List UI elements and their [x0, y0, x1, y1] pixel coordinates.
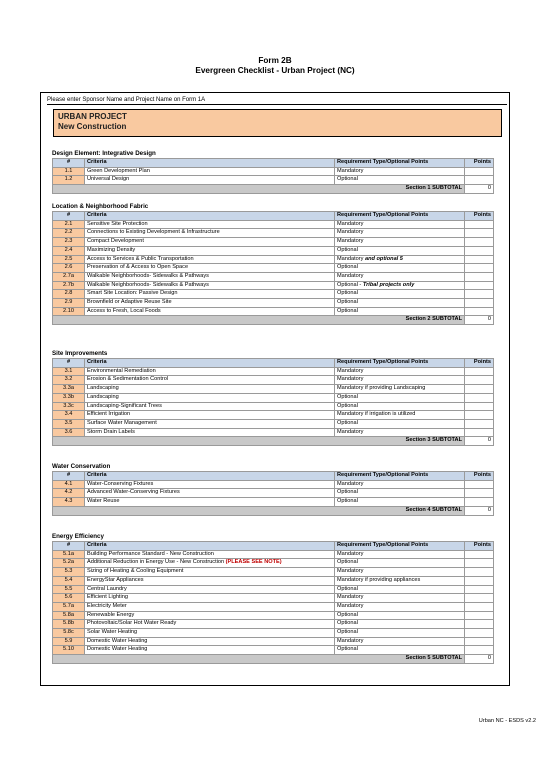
criteria-name: Domestic Water Heating: [85, 646, 335, 655]
requirement-extra: Tribal projects only: [362, 281, 415, 288]
criteria-name: Central Laundry: [85, 585, 335, 594]
table-row: [53, 611, 494, 620]
criteria-number: 4.3: [53, 498, 85, 507]
criteria-number: 2.2: [53, 229, 85, 238]
subtotal-row: [53, 316, 494, 325]
points-input[interactable]: [465, 637, 494, 646]
criteria-name: Erosion & Sedimentation Control: [85, 376, 335, 385]
col-header-points: Points: [465, 159, 494, 168]
table-row: [53, 290, 494, 299]
points-input[interactable]: [465, 620, 494, 629]
table-row: [53, 428, 494, 437]
subtotal-value: 0: [465, 437, 494, 446]
criteria-name: Walkable Neighborhoods- Sidewalks & Pathways: [85, 281, 335, 290]
criteria-name: Access to Services & Public Transportation: [85, 255, 335, 264]
table-row: [53, 264, 494, 273]
points-input[interactable]: [465, 402, 494, 411]
criteria-name: Water-Conserving Fixtures: [85, 480, 335, 489]
requirement-type: Optional: [335, 176, 465, 185]
subtotal-value: 0: [465, 316, 494, 325]
criteria-name: Sensitive Site Protection: [85, 220, 335, 229]
section-block: [52, 350, 493, 446]
criteria-number: 2.10: [53, 307, 85, 316]
points-input[interactable]: [465, 576, 494, 585]
subtotal-value: 0: [465, 185, 494, 194]
table-row: [53, 246, 494, 255]
col-header-criteria: Criteria: [85, 542, 335, 551]
criteria-name: Electricity Meter: [85, 602, 335, 611]
criteria-number: 2.1: [53, 220, 85, 229]
project-type-line2: New Construction: [58, 121, 127, 131]
table-row: [53, 489, 494, 498]
table-header-row: [53, 542, 494, 551]
points-input[interactable]: [465, 646, 494, 655]
table-row: [53, 176, 494, 185]
criteria-name: Surface Water Management: [85, 419, 335, 428]
subtotal-label: Section 1 SUBTOTAL: [53, 185, 465, 194]
col-header-points: Points: [465, 472, 494, 481]
table-row: [53, 629, 494, 638]
criteria-number: 4.2: [53, 489, 85, 498]
criteria-number: 1.1: [53, 167, 85, 176]
criteria-name: Universal Design: [85, 176, 335, 185]
subtotal-row: [53, 506, 494, 515]
criteria-number: 5.7a: [53, 602, 85, 611]
criteria-name: Solar Water Heating: [85, 629, 335, 638]
criteria-number: 5.6: [53, 594, 85, 603]
subtotal-row: [53, 437, 494, 446]
table-row: [53, 307, 494, 316]
requirement-type: Mandatory: [335, 428, 465, 437]
requirement-type: Mandatory: [335, 550, 465, 559]
table-row: [53, 167, 494, 176]
requirement-type: Mandatory if providing Landscaping: [335, 385, 465, 394]
col-header-requirement: Requirement Type/Optional Points: [335, 212, 465, 221]
table-row: [53, 272, 494, 281]
criteria-number: 3.2: [53, 376, 85, 385]
table-row: [53, 229, 494, 238]
sponsor-note: Please enter Sponsor Name and Project Name on Form 1A: [47, 97, 507, 105]
col-header-number: #: [53, 212, 85, 221]
points-input[interactable]: [465, 229, 494, 238]
points-input[interactable]: [465, 568, 494, 577]
criteria-name: Renewable Energy: [85, 611, 335, 620]
requirement-type: Mandatory: [335, 229, 465, 238]
criteria-number: 5.2a: [53, 559, 85, 568]
criteria-number: 2.8: [53, 290, 85, 299]
criteria-number: 3.4: [53, 411, 85, 420]
points-input[interactable]: [465, 428, 494, 437]
criteria-number: 5.3: [53, 568, 85, 577]
col-header-criteria: Criteria: [85, 359, 335, 368]
criteria-name: Efficient Irrigation: [85, 411, 335, 420]
section-block: [52, 463, 493, 516]
table-row: [53, 376, 494, 385]
points-input[interactable]: [465, 629, 494, 638]
criteria-number: 3.6: [53, 428, 85, 437]
points-input[interactable]: [465, 167, 494, 176]
requirement-type: Mandatory: [335, 167, 465, 176]
criteria-name: Building Performance Standard - New Construction: [85, 550, 335, 559]
criteria-table: [52, 358, 494, 446]
table-row: [53, 559, 494, 568]
points-input[interactable]: [465, 264, 494, 273]
points-input[interactable]: [465, 272, 494, 281]
subtotal-row: [53, 185, 494, 194]
points-input[interactable]: [465, 419, 494, 428]
criteria-table: [52, 471, 494, 516]
criteria-name: Efficient Lighting: [85, 594, 335, 603]
points-input[interactable]: [465, 550, 494, 559]
section-block: [52, 150, 493, 194]
requirement-type: Optional: [335, 246, 465, 255]
requirement-type: Mandatory if providing appliances: [335, 576, 465, 585]
criteria-name: EnergyStar Appliances: [85, 576, 335, 585]
col-header-points: Points: [465, 542, 494, 551]
table-row: [53, 220, 494, 229]
table-row: [53, 594, 494, 603]
points-input[interactable]: [465, 594, 494, 603]
criteria-number: 2.3: [53, 238, 85, 247]
table-row: [53, 402, 494, 411]
subtotal-label: Section 4 SUBTOTAL: [53, 506, 465, 515]
table-row: [53, 498, 494, 507]
subtotal-label: Section 3 SUBTOTAL: [53, 437, 465, 446]
criteria-table: [52, 158, 494, 194]
table-row: [53, 299, 494, 308]
section-block: [52, 533, 493, 664]
section-block: [52, 203, 493, 325]
footer-version: Urban NC - ESDS v2.2: [478, 718, 536, 724]
points-input[interactable]: [465, 281, 494, 290]
col-header-criteria: Criteria: [85, 472, 335, 481]
requirement-type: Mandatory: [335, 637, 465, 646]
section-title: Energy Efficiency: [52, 533, 104, 540]
criteria-number: 5.4: [53, 576, 85, 585]
criteria-name: Water Reuse: [85, 498, 335, 507]
subtotal-label: Section 2 SUBTOTAL: [53, 316, 465, 325]
criteria-name: Smart Site Location: Passive Design: [85, 290, 335, 299]
points-input[interactable]: [465, 611, 494, 620]
col-header-criteria: Criteria: [85, 159, 335, 168]
requirement-type: Optional: [335, 611, 465, 620]
criteria-number: 5.8c: [53, 629, 85, 638]
col-header-points: Points: [465, 212, 494, 221]
criteria-name: Walkable Neighborhoods- Sidewalks & Pathways: [85, 272, 335, 281]
requirement-type: Optional: [335, 393, 465, 402]
criteria-name: Sizing of Heating & Cooling Equipment: [85, 568, 335, 577]
col-header-requirement: Requirement Type/Optional Points: [335, 542, 465, 551]
criteria-name: Landscaping: [85, 393, 335, 402]
criteria-table: [52, 541, 494, 664]
criteria-name: Photovoltaic/Solar Hot Water Ready: [85, 620, 335, 629]
requirement-type: Optional: [335, 402, 465, 411]
project-type-box: [53, 109, 502, 137]
criteria-table: [52, 211, 494, 325]
criteria-number: 5.8b: [53, 620, 85, 629]
points-input[interactable]: [465, 299, 494, 308]
col-header-requirement: Requirement Type/Optional Points: [335, 472, 465, 481]
criteria-name: Environmental Remediation: [85, 367, 335, 376]
points-input[interactable]: [465, 385, 494, 394]
criteria-number: 4.1: [53, 480, 85, 489]
criteria-number: 3.1: [53, 367, 85, 376]
table-row: [53, 602, 494, 611]
criteria-number: 5.9: [53, 637, 85, 646]
requirement-type: Optional: [335, 419, 465, 428]
table-row: [53, 411, 494, 420]
section-title: Location & Neighborhood Fabric: [52, 203, 149, 210]
table-row: [53, 637, 494, 646]
requirement-type: Optional: [335, 498, 465, 507]
requirement-type: Mandatory: [335, 272, 465, 281]
table-row: [53, 550, 494, 559]
table-row: [53, 576, 494, 585]
requirement-type: Optional: [335, 646, 465, 655]
table-row: [53, 367, 494, 376]
criteria-name: Green Development Plan: [85, 167, 335, 176]
criteria-number: 3.3b: [53, 393, 85, 402]
criteria-name: Access to Fresh, Local Foods: [85, 307, 335, 316]
table-row: [53, 238, 494, 247]
table-header-row: [53, 212, 494, 221]
criteria-name: Domestic Water Heating: [85, 637, 335, 646]
table-header-row: [53, 472, 494, 481]
requirement-type: Mandatory: [335, 568, 465, 577]
subtotal-row: [53, 655, 494, 664]
criteria-name: Landscaping-Significant Trees: [85, 402, 335, 411]
criteria-number: 2.9: [53, 299, 85, 308]
criteria-name: Maximizing Density: [85, 246, 335, 255]
criteria-number: 2.7b: [53, 281, 85, 290]
table-row: [53, 281, 494, 290]
section-title: Water Conservation: [52, 463, 111, 470]
criteria-name: Additional Reduction in Energy Use - New Construction (PLEASE SEE NOTE): [85, 559, 335, 568]
criteria-number: 5.5: [53, 585, 85, 594]
criteria-name: Brownfield or Adaptive Reuse Site: [85, 299, 335, 308]
requirement-type: Mandatory: [335, 602, 465, 611]
points-input[interactable]: [465, 176, 494, 185]
points-input[interactable]: [465, 376, 494, 385]
points-input[interactable]: [465, 220, 494, 229]
points-input[interactable]: [465, 411, 494, 420]
requirement-type: Optional: [335, 585, 465, 594]
requirement-type: Optional: [335, 620, 465, 629]
points-input[interactable]: [465, 585, 494, 594]
criteria-name: Advanced Water-Conserving Fixtures: [85, 489, 335, 498]
points-input[interactable]: [465, 602, 494, 611]
col-header-points: Points: [465, 359, 494, 368]
points-input[interactable]: [465, 307, 494, 316]
col-header-requirement: Requirement Type/Optional Points: [335, 159, 465, 168]
table-row: [53, 620, 494, 629]
points-input[interactable]: [465, 290, 494, 299]
requirement-type: Mandatory: [335, 480, 465, 489]
criteria-number: 3.3c: [53, 402, 85, 411]
requirement-type: Mandatory: [335, 238, 465, 247]
table-row: [53, 568, 494, 577]
subtotal-label: Section 5 SUBTOTAL: [53, 655, 465, 664]
criteria-name: Storm Drain Labels: [85, 428, 335, 437]
points-input[interactable]: [465, 480, 494, 489]
requirement-type: Mandatory: [335, 367, 465, 376]
requirement-type: Mandatory: [335, 376, 465, 385]
table-header-row: [53, 159, 494, 168]
requirement-type: Mandatory and optional 5: [335, 255, 465, 264]
subtotal-value: 0: [465, 506, 494, 515]
table-row: [53, 393, 494, 402]
requirement-type: Optional - Tribal projects only: [335, 281, 465, 290]
table-row: [53, 255, 494, 264]
requirement-type: Optional: [335, 307, 465, 316]
page-title: Evergreen Checklist - Urban Project (NC): [195, 66, 355, 75]
requirement-type: Mandatory if irrigation is utilized: [335, 411, 465, 420]
table-header-row: [53, 359, 494, 368]
requirement-type: Optional: [335, 299, 465, 308]
criteria-name: Connections to Existing Development & Infrastructure: [85, 229, 335, 238]
criteria-name: Compact Development: [85, 238, 335, 247]
points-input[interactable]: [465, 559, 494, 568]
criteria-name: Landscaping: [85, 385, 335, 394]
col-header-number: #: [53, 359, 85, 368]
col-header-number: #: [53, 472, 85, 481]
criteria-number: 5.10: [53, 646, 85, 655]
table-row: [53, 480, 494, 489]
points-input[interactable]: [465, 246, 494, 255]
criteria-name: Preservation of & Access to Open Space: [85, 264, 335, 273]
requirement-type: Mandatory: [335, 220, 465, 229]
project-type-line1: URBAN PROJECT: [58, 112, 127, 121]
col-header-number: #: [53, 159, 85, 168]
criteria-number: 3.5: [53, 419, 85, 428]
criteria-number: 2.4: [53, 246, 85, 255]
col-header-number: #: [53, 542, 85, 551]
criteria-number: 2.6: [53, 264, 85, 273]
requirement-type: Optional: [335, 629, 465, 638]
criteria-number: 5.8a: [53, 611, 85, 620]
requirement-type: Mandatory: [335, 594, 465, 603]
points-input[interactable]: [465, 498, 494, 507]
subtotal-value: 0: [465, 655, 494, 664]
requirement-type: Optional: [335, 264, 465, 273]
criteria-note: (PLEASE SEE NOTE): [225, 559, 282, 566]
criteria-number: 3.3a: [53, 385, 85, 394]
col-header-criteria: Criteria: [85, 212, 335, 221]
requirement-extra: and optional 5: [363, 255, 403, 262]
points-input[interactable]: [465, 238, 494, 247]
table-row: [53, 385, 494, 394]
requirement-type: Optional: [335, 559, 465, 568]
criteria-number: 2.7a: [53, 272, 85, 281]
points-input[interactable]: [465, 393, 494, 402]
requirement-type: Optional: [335, 290, 465, 299]
section-title: Design Element: Integrative Design: [52, 150, 156, 157]
col-header-requirement: Requirement Type/Optional Points: [335, 359, 465, 368]
section-title: Site Improvements: [52, 350, 108, 357]
criteria-number: 1.2: [53, 176, 85, 185]
points-input[interactable]: [465, 489, 494, 498]
criteria-number: 5.1a: [53, 550, 85, 559]
table-row: [53, 419, 494, 428]
points-input[interactable]: [465, 367, 494, 376]
criteria-number: 2.5: [53, 255, 85, 264]
requirement-type: Optional: [335, 489, 465, 498]
table-row: [53, 585, 494, 594]
form-number: Form 2B: [258, 56, 292, 65]
points-input[interactable]: [465, 255, 494, 264]
table-row: [53, 646, 494, 655]
